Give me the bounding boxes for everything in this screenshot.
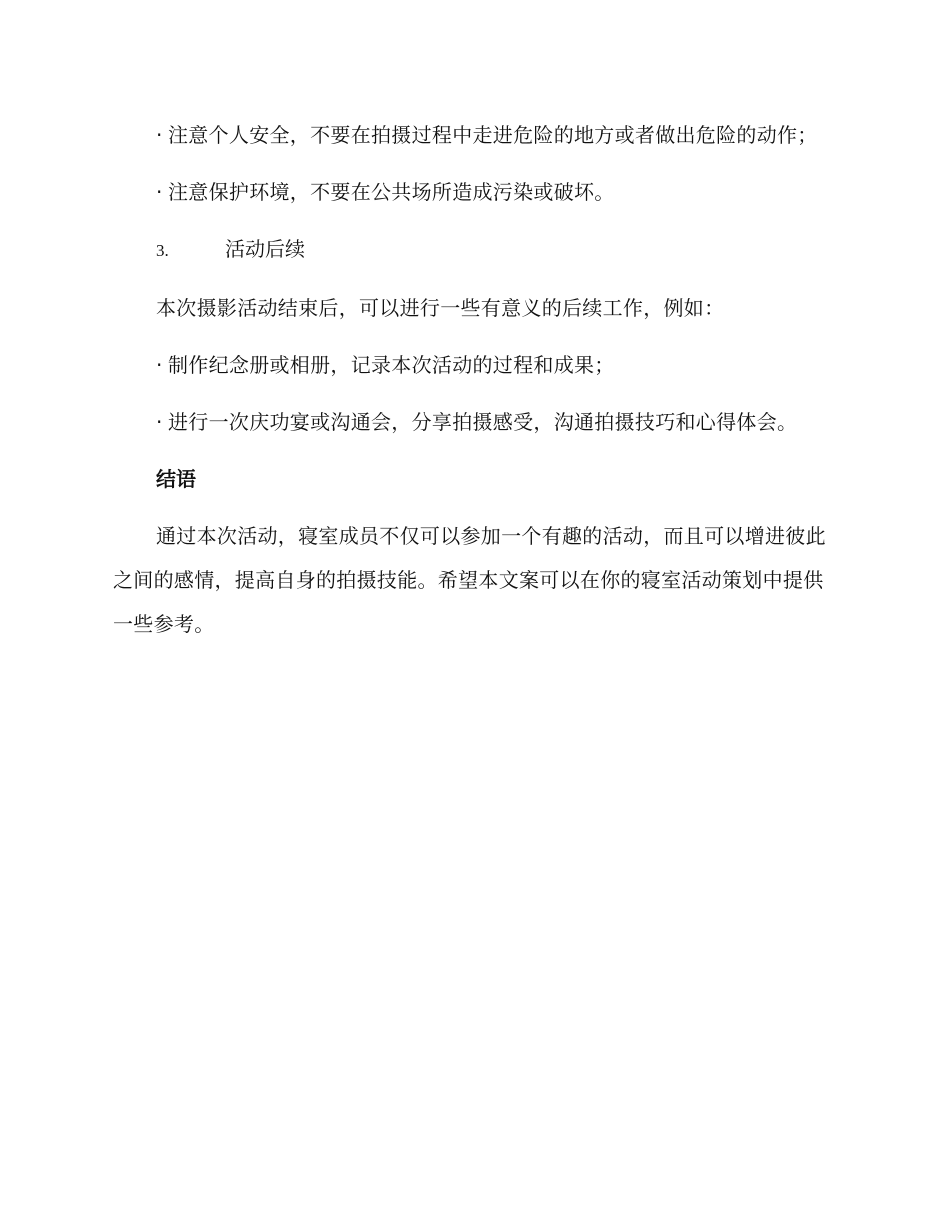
- bullet-mark: ·: [156, 123, 163, 147]
- document-page: [113, 113, 833, 659]
- conclusion-heading: 结语: [156, 467, 196, 491]
- followup-intro-paragraph: 本次摄影活动结束后，可以进行一些有意义的后续工作，例如：: [156, 296, 725, 320]
- bullet-item-environment: [113, 170, 833, 214]
- section-number: 3.: [156, 241, 169, 260]
- bullet-text: 注意保护环境，不要在公共场所造成污染或破坏。: [168, 180, 615, 204]
- bullet-text: 进行一次庆功宴或沟通会，分享拍摄感受，沟通拍摄技巧和心得体会。: [168, 410, 798, 434]
- bullet-text: 注意个人安全，不要在拍摄过程中走进危险的地方或者做出危险的动作；: [168, 123, 818, 147]
- conclusion-paragraph: 通过本次活动，寝室成员不仅可以参加一个有趣的活动，而且可以增进彼此之间的感情，提高自身的拍摄技能。希望本文案可以在你的寝室活动策划中提供一些参考。: [113, 524, 826, 636]
- bullet-item-album: [113, 343, 833, 387]
- bullet-text: 制作纪念册或相册，记录本次活动的过程和成果；: [168, 353, 615, 377]
- bullet-mark: ·: [156, 180, 163, 204]
- bullet-mark: ·: [156, 353, 163, 377]
- bullet-item-safety: [113, 113, 833, 157]
- bullet-item-celebration: [113, 400, 833, 444]
- section-heading-followup: [113, 227, 833, 273]
- section-title: 活动后续: [225, 237, 305, 261]
- bullet-mark: ·: [156, 410, 163, 434]
